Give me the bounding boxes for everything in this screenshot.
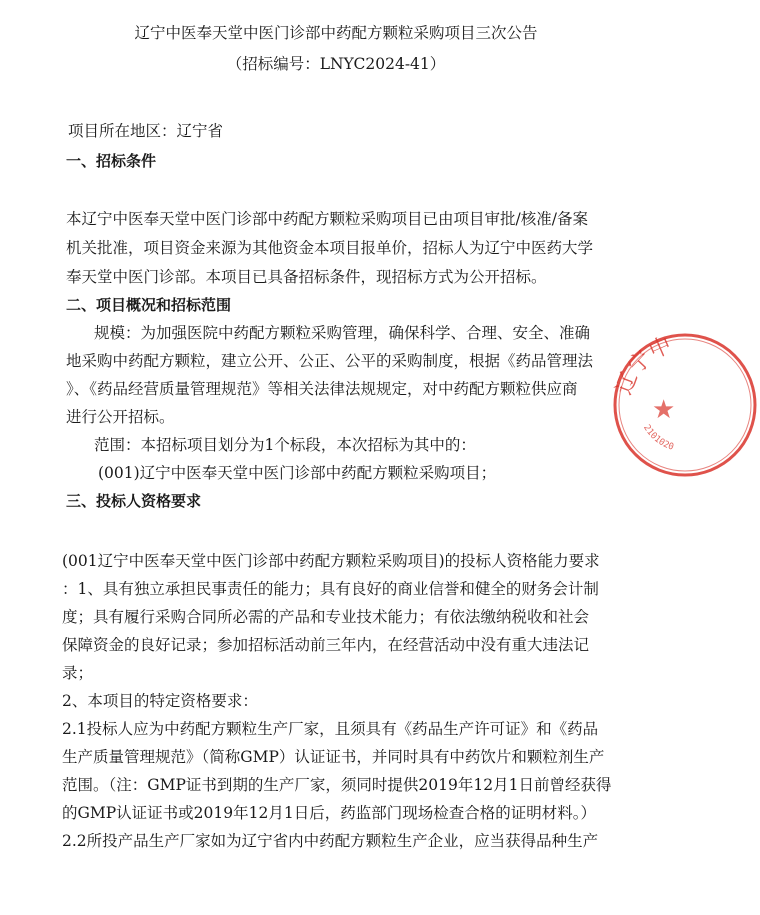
paragraph-line: (001)辽宁中医奉天堂中医门诊部中药配方颗粒采购项目； [98, 464, 497, 482]
paragraph-line: 2.2所投产品生产厂家如为辽宁省内中药配方颗粒生产企业，应当获得品种生产 [62, 832, 599, 850]
star-icon: ★ [652, 395, 676, 425]
paragraph-line: ：1、具有独立承担民事责任的能力；具有良好的商业信誉和健全的财务会计制 [62, 580, 599, 598]
paragraph-line: 范围：本招标项目划分为1个标段，本次招标为其中的： [94, 436, 476, 454]
paragraph-line: 2.1投标人应为中药配方颗粒生产厂家，且须具有《药品生产许可证》和《药品 [62, 720, 599, 738]
paragraph-line: 地采购中药配方颗粒，建立公开、公正、公平的采购制度，根据《药品管理法 [66, 352, 594, 370]
section-heading-1: 一、招标条件 [66, 152, 157, 170]
paragraph-line: (001辽宁中医奉天堂中医门诊部中药配方颗粒采购项目)的投标人资格能力要求 [62, 552, 600, 570]
paragraph-line: 保障资金的良好记录；参加招标活动前三年内，在经营活动中没有重大违法记 [62, 636, 590, 654]
bid-number: （招标编号：LNYC2024-41） [226, 55, 446, 73]
paragraph-line: 范围。（注：GMP证书到期的生产厂家，须同时提供2019年12月1日前曾经获得 [62, 776, 612, 794]
paragraph-line: 本辽宁中医奉天堂中医门诊部中药配方颗粒采购项目已由项目审批/核准/备案 [66, 210, 588, 228]
paragraph-line: 进行公开招标。 [66, 408, 175, 426]
section-heading-3: 三、投标人资格要求 [66, 492, 202, 510]
paragraph-line: 2、本项目的特定资格要求： [62, 692, 258, 710]
document-title: 辽宁中医奉天堂中医门诊部中药配方颗粒采购项目三次公告 [134, 24, 538, 42]
section-heading-2: 二、项目概况和招标范围 [66, 296, 232, 314]
paragraph-line: 的GMP认证证书或2019年12月1日后，药监部门现场检查合格的证明材料。） [62, 804, 596, 822]
seal-text: 辽宁中 [611, 332, 676, 399]
paragraph-line: 生产质量管理规范》（简称GMP）认证证书，并同时具有中药饮片和颗粒剂生产 [62, 748, 605, 766]
seal-code: 2101020 [641, 423, 675, 453]
paragraph-line: 度；具有履行采购合同所必需的产品和专业技术能力；有依法缴纳税收和社会 [62, 608, 590, 626]
official-seal [610, 330, 760, 480]
paragraph-line: 》、《药品经营质量管理规范》等相关法律法规规定，对中药配方颗粒供应商 [66, 380, 578, 398]
project-region: 项目所在地区：辽宁省 [68, 122, 224, 140]
paragraph-line: 录； [62, 664, 94, 682]
paragraph-line: 机关批准，项目资金来源为其他资金本项目报单价，招标人为辽宁中医药大学 [66, 239, 594, 257]
paragraph-line: 规模：为加强医院中药配方颗粒采购管理，确保科学、合理、安全、准确 [94, 324, 591, 342]
paragraph-line: 奉天堂中医门诊部。本项目已具备招标条件，现招标方式为公开招标。 [66, 268, 547, 286]
